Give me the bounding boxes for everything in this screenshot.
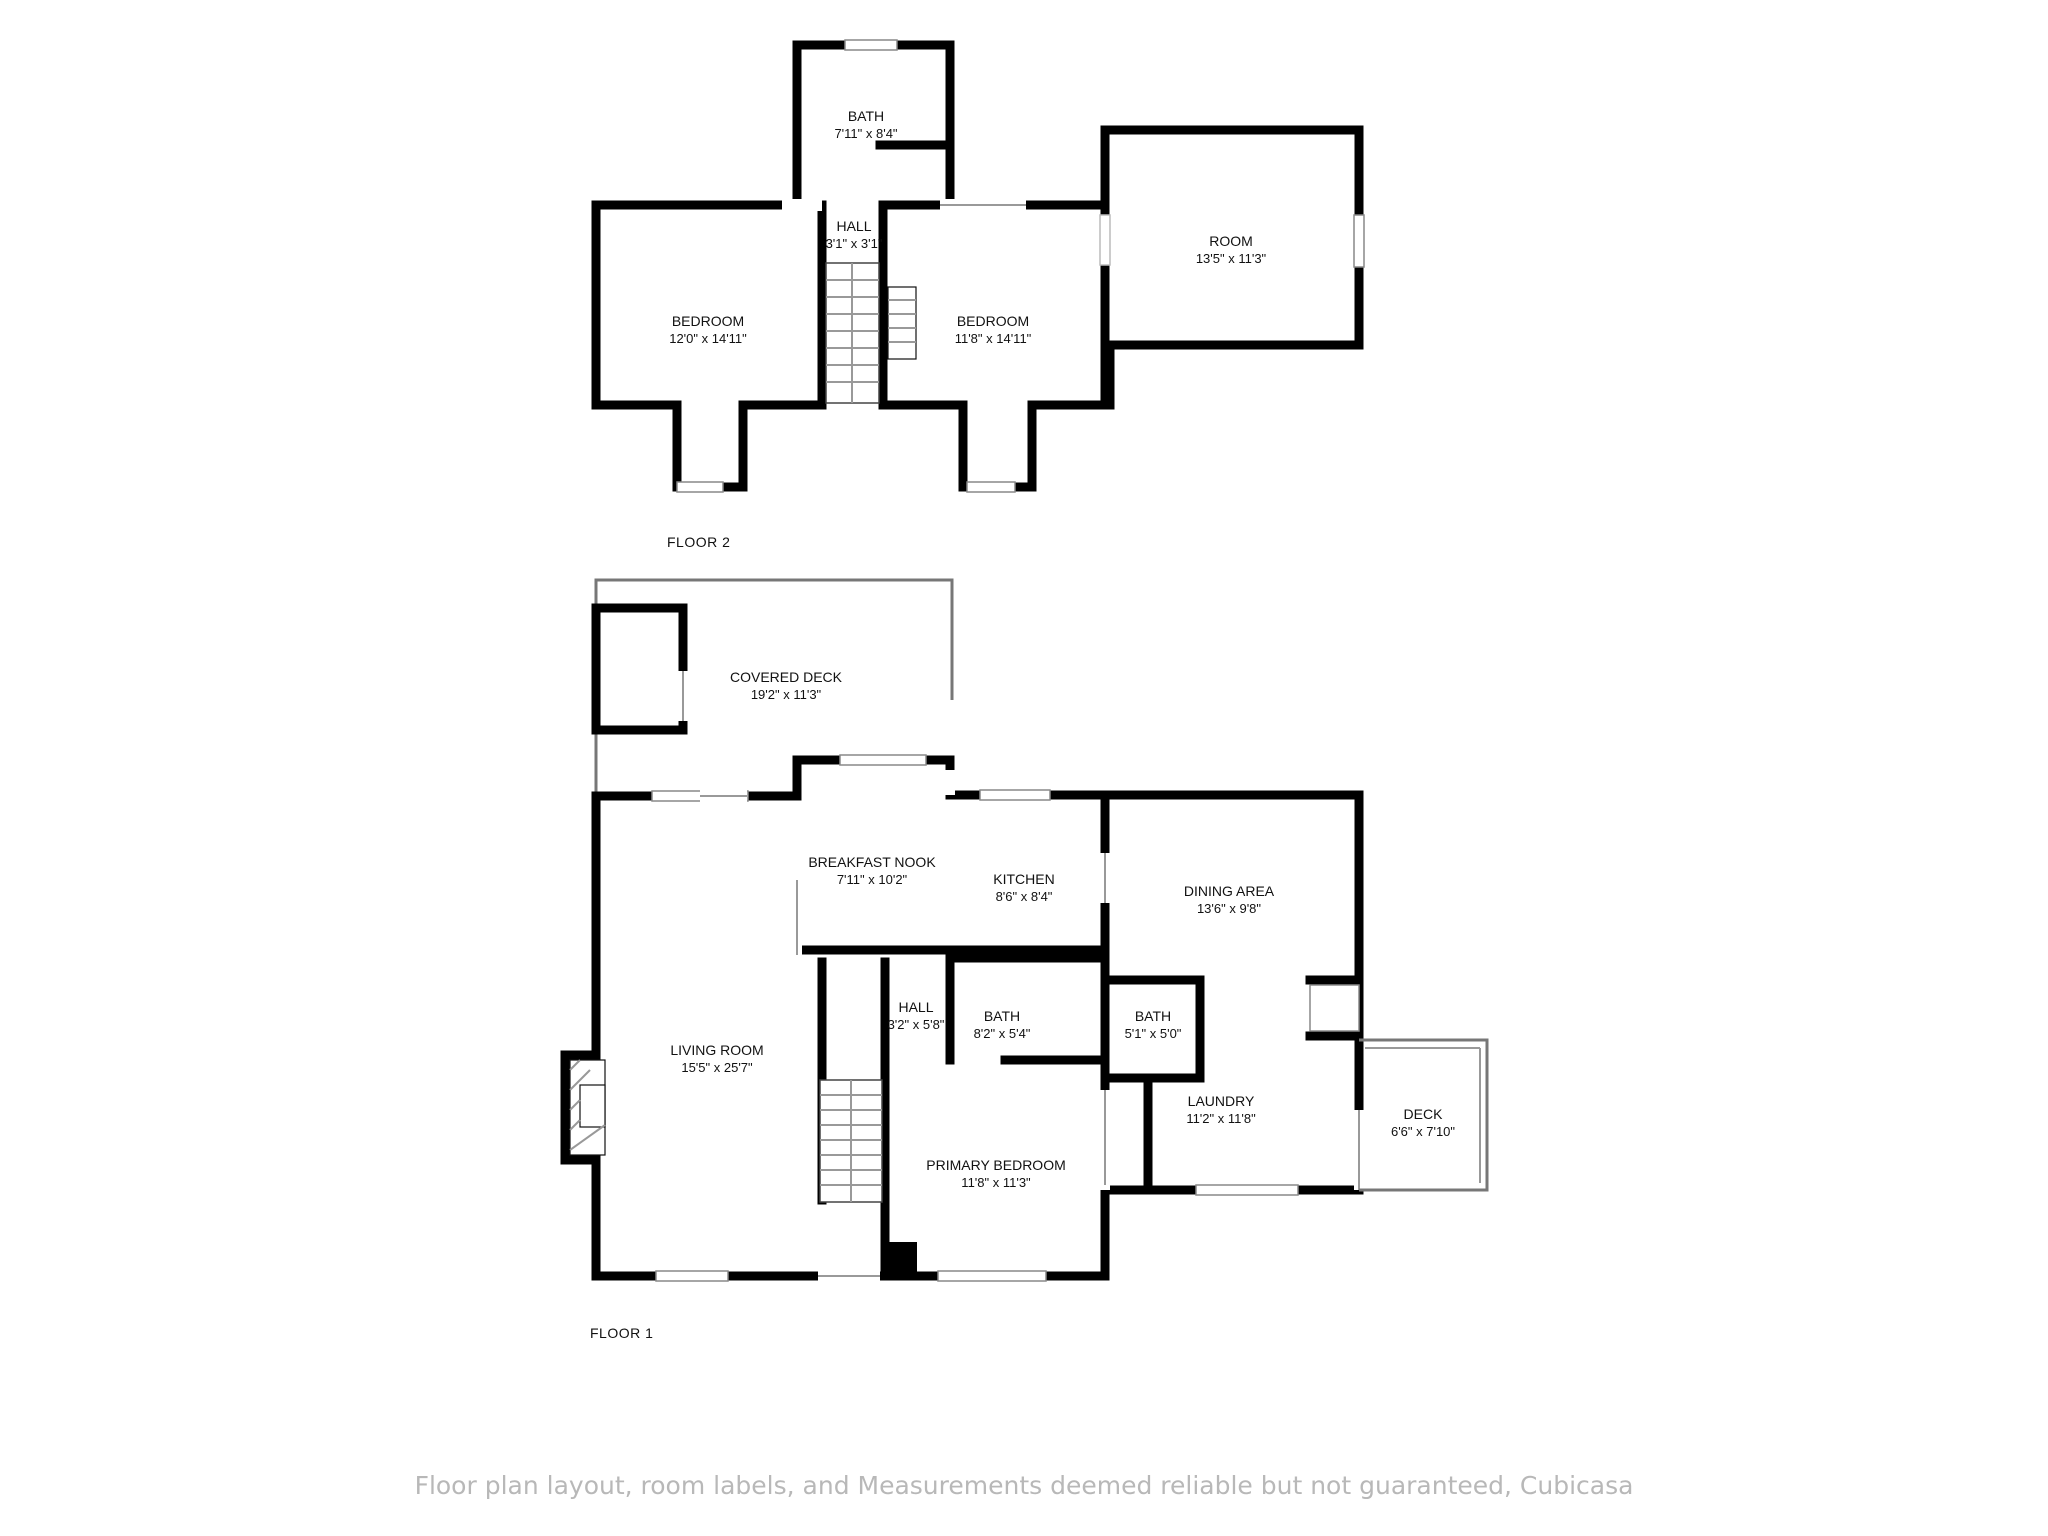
- room-living-room: [670, 1042, 763, 1076]
- room-name: KITCHEN: [993, 871, 1055, 887]
- room-breakfast-nook: [808, 854, 935, 888]
- room-name: DECK: [1403, 1106, 1443, 1122]
- room-dimensions: 3'2" x 5'8": [887, 1017, 945, 1032]
- disclaimer-footer: Floor plan layout, room labels, and Measurements deemed reliable but not guaranteed, Cubicasa: [414, 1471, 1634, 1500]
- room-deck: [1391, 1106, 1455, 1140]
- floor1-staircase: [820, 1080, 917, 1276]
- room-bath-floor2: [834, 108, 897, 142]
- room-name: BREAKFAST NOOK: [808, 854, 936, 870]
- room-dimensions: 11'2" x 11'8": [1186, 1111, 1256, 1126]
- room-name: HALL: [898, 999, 934, 1015]
- room-laundry: [1186, 1093, 1255, 1127]
- room-bedroom-left-floor2: [669, 313, 747, 347]
- floor1-openings: [652, 671, 1364, 1284]
- room-dimensions: 19'2" x 11'3": [750, 687, 822, 702]
- room-name: LIVING ROOM: [670, 1042, 764, 1058]
- room-hall-floor1: [888, 999, 945, 1033]
- room-dimensions: 15'5" x 25'7": [681, 1060, 753, 1075]
- room-name: BATH: [983, 1008, 1021, 1024]
- room-name: LAUNDRY: [1187, 1093, 1255, 1109]
- room-name: BATH: [1134, 1008, 1172, 1024]
- room-name: COVERED DECK: [729, 669, 843, 685]
- room-covered-deck: [730, 669, 842, 703]
- room-kitchen: [993, 871, 1054, 905]
- room-bedroom-right-floor2: [955, 313, 1032, 347]
- room-dimensions: 8'2" x 5'4": [973, 1026, 1031, 1041]
- room-dining-area: [1184, 883, 1274, 917]
- room-dimensions: 8'6" x 8'4": [995, 889, 1053, 904]
- room-dimensions: 12'0" x 14'11": [669, 331, 747, 346]
- room-room-floor2: [1196, 233, 1266, 267]
- fireplace: [570, 1060, 605, 1155]
- room-dimensions: 11'8" x 14'11": [954, 331, 1032, 346]
- room-primary-bedroom: [926, 1157, 1066, 1191]
- room-bath-right: [1125, 1008, 1182, 1042]
- room-dimensions: 11'8" x 11'3": [961, 1175, 1031, 1190]
- room-name: ROOM: [1209, 233, 1253, 249]
- room-hall-floor2: [826, 218, 883, 252]
- floor1-label: FLOOR 1: [590, 1325, 654, 1341]
- room-name: PRIMARY BEDROOM: [926, 1157, 1066, 1173]
- room-name: BEDROOM: [671, 313, 745, 329]
- room-name: HALL: [836, 218, 872, 234]
- room-name: DINING AREA: [1183, 883, 1275, 899]
- room-bath-center: [974, 1008, 1031, 1042]
- room-dimensions: 7'11" x 8'4": [834, 126, 898, 141]
- floor2-staircase: [826, 263, 916, 403]
- room-dimensions: 7'11" x 10'2": [836, 872, 908, 887]
- room-dimensions: 13'5" x 11'3": [1195, 251, 1267, 266]
- room-name: BEDROOM: [956, 313, 1030, 329]
- floor2-label: FLOOR 2: [667, 534, 731, 550]
- room-name: BATH: [847, 108, 885, 124]
- room-dimensions: 6'6" x 7'10": [1390, 1124, 1456, 1139]
- room-dimensions: 3'1" x 3'1": [825, 236, 883, 251]
- room-dimensions: 5'1" x 5'0": [1124, 1026, 1182, 1041]
- room-dimensions: 13'6" x 9'8": [1196, 901, 1262, 916]
